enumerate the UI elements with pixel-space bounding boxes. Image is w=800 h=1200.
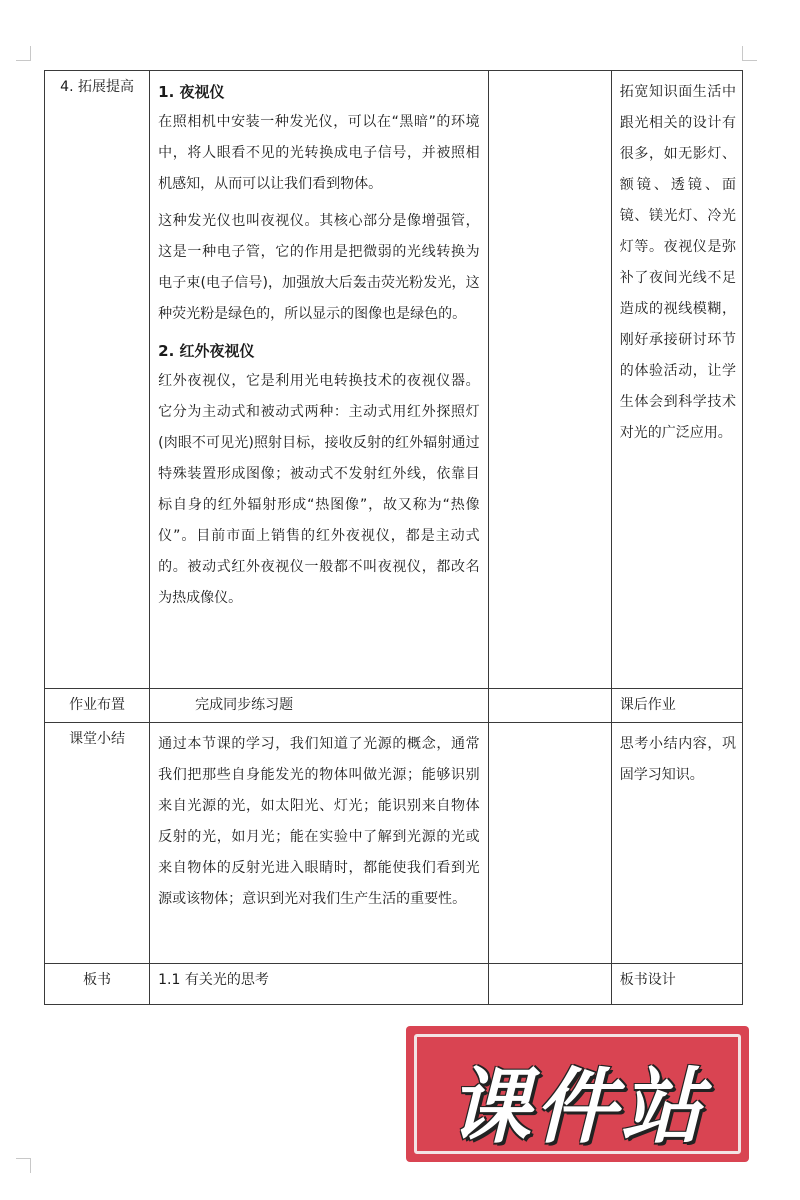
paragraph: 这种发光仪也叫夜视仪。其核心部分是像增强管，这是一种电子管，它的作用是把微弱的光线转换为电子束(电子信号)，加强放大后轰击荧光粉发光，这种荧光粉是绿色的，所以显示的图像也是绿色的。 (158, 213, 480, 322)
summary-content (150, 723, 488, 964)
empty-cell (488, 723, 611, 964)
section-title-night-vision: 1. 夜视仪 (158, 83, 225, 101)
design-intent-extension: 拓宽知识面生活中跟光相关的设计有很多，如无影灯、额镜、透镜、面镜、镁光灯、冷光灯等。夜视仪是弥补了夜间光线不足造成的视线模糊，刚好承接研讨环节的体验活动，让学生体会到科学技术对光的广泛应用。 (611, 71, 742, 689)
design-intent-summary: 思考小结内容，巩固学习知识。 (611, 723, 742, 964)
lesson-plan-table (44, 70, 743, 1005)
row-label-board: 板书 (45, 964, 150, 1005)
empty-cell (488, 964, 611, 1005)
crop-mark-top-right (742, 46, 757, 61)
row-label-extension: 4. 拓展提高 (45, 71, 150, 689)
empty-cell (488, 71, 611, 689)
table-row-summary (45, 723, 743, 964)
watermark-stamp (400, 1020, 755, 1168)
paragraph: 红外夜视仪，它是利用光电转换技术的夜视仪器。它分为主动式和被动式两种：主动式用红外探照灯(肉眼不可见光)照射目标，接收反射的红外辐射通过特殊装置形成图像；被动式不发射红外线，依靠目标自身的红外辐射形成“热图像”，故又称为“热像仪”。目前市面上销售的红外夜视仪，都是主动式的。被动式红外夜视仪一般都不叫夜视仪，都改名为热成像仪。 (158, 373, 480, 606)
row-label-summary: 课堂小结 (45, 723, 150, 964)
design-intent-board: 板书设计 (611, 964, 742, 1005)
board-content: 1.1 有关光的思考 (150, 964, 488, 1005)
crop-mark-bottom-left (16, 1158, 31, 1173)
paragraph: 通过本节课的学习，我们知道了光源的概念，通常我们把那些自身能发光的物体叫做光源；能够识别来自光源的光，如太阳光、灯光；能识别来自物体反射的光，如月光；能在实验中了解到光源的光或来自物体的反射光进入眼睛时，都能使我们看到光源或该物体；意识到光对我们生产生活的重要性。 (158, 736, 480, 907)
section-title-infrared-night-vision: 2. 红外夜视仪 (158, 342, 255, 360)
paragraph: 在照相机中安装一种发光仪，可以在“黑暗”的环境中，将人眼看不见的光转换成电子信号，并被照相机感知，从而可以让我们看到物体。 (158, 114, 480, 192)
table-row-extension (45, 71, 743, 689)
table-row-homework (45, 689, 743, 723)
table-row-board (45, 964, 743, 1005)
homework-content: 完成同步练习题 (150, 689, 488, 723)
row-label-homework: 作业布置 (45, 689, 150, 723)
crop-mark-top-left (16, 46, 31, 61)
extension-content (150, 71, 488, 689)
watermark-text: 课件站 (448, 1060, 707, 1155)
empty-cell (488, 689, 611, 723)
design-intent-homework: 课后作业 (611, 689, 742, 723)
